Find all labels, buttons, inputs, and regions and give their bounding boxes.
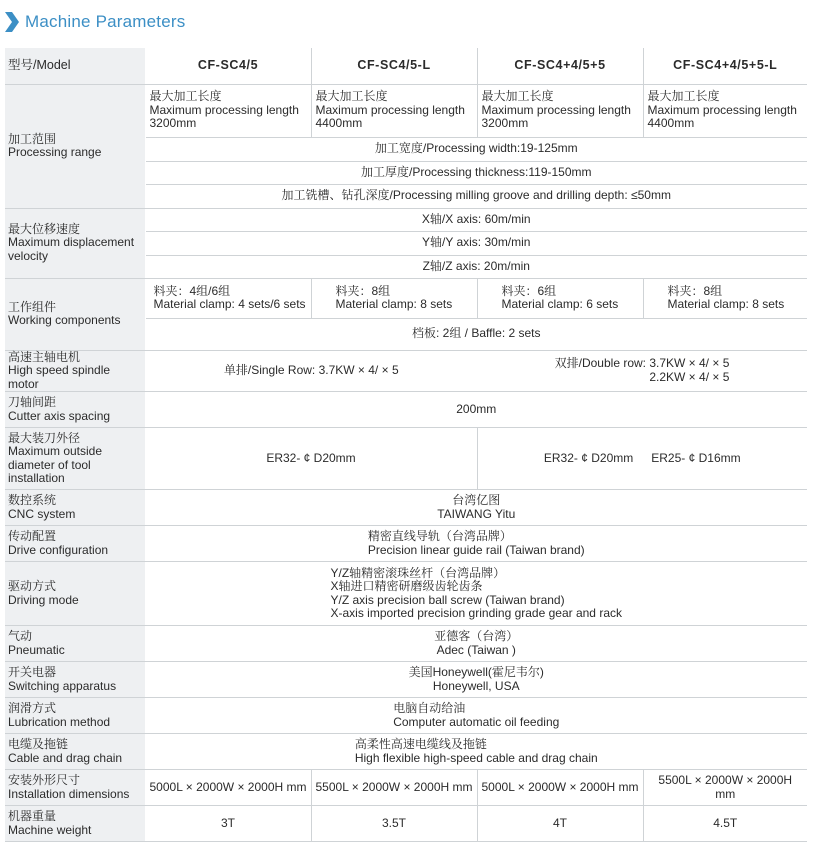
processing-length-cell: 最大加工长度 Maximum processing length 4400mm [643,84,807,137]
tool-diameter-label: 最大装刀外径 Maximum outside diameter of tool installation [5,428,145,490]
material-clamp-cell: 料夹：8组 Material clamp: 8 sets [643,278,807,318]
cable-label: 电缆及拖链 Cable and drag chain [5,734,145,770]
spindle-motor-label: 高速主轴电机 High speed spindle motor [5,350,145,392]
weight-value: 4T [477,806,643,842]
processing-width-value: 加工宽度/Processing width:19-125mm [145,137,807,161]
dimensions-label: 安装外形尺寸 Installation dimensions [5,770,145,806]
model-name: CF-SC4+4/5+5 [477,48,643,84]
processing-length-row [5,84,807,137]
cnc-value: 台湾亿图 TAIWANG Yitu [145,490,807,526]
weight-label: 机器重量 Machine weight [5,806,145,842]
drive-config-label: 传动配置 Drive configuration [5,526,145,562]
model-label: 型号/Model [5,48,145,84]
x-axis-velocity: X轴/X axis: 60m/min [145,208,807,231]
model-name: CF-SC4/5-L [311,48,477,84]
section-header [0,0,822,46]
dimension-value: 5500L × 2000W × 2000H mm [643,770,807,806]
material-clamp-cell: 料夹：4组/6组 Material clamp: 4 sets/6 sets [145,278,311,318]
weight-value: 4.5T [643,806,807,842]
material-clamp-cell: 料夹：6组 Material clamp: 6 sets [477,278,643,318]
z-axis-velocity: Z轴/Z axis: 20m/min [145,255,807,278]
drive-config-value: 精密直线导轨（台湾品牌） Precision linear guide rail (Taiwan brand) [145,526,807,562]
chevron-right-icon [5,12,19,32]
processing-length-cell: 最大加工长度 Maximum processing length 4400mm [311,84,477,137]
processing-thickness-value: 加工厚度/Processing thickness:119-150mm [145,161,807,184]
tool-diameter-left: ER32- ¢ D20mm [145,428,477,490]
processing-length-cell: 最大加工长度 Maximum processing length 3200mm [477,84,643,137]
switching-value: 美国Honeywell(霍尼韦尔) Honeywell, USA [145,662,807,698]
cutter-spacing-label: 刀轴间距 Cutter axis spacing [5,392,145,428]
weight-value: 3T [145,806,311,842]
cable-value: 高柔性高速电缆线及拖链 High flexible high-speed cable and drag chain [145,734,807,770]
model-header-row [5,48,807,84]
working-components-label: 工作组件 Working components [5,278,145,350]
section-title: Machine Parameters [25,12,186,31]
processing-length-cell: 最大加工长度 Maximum processing length 3200mm [145,84,311,137]
dimension-value: 5500L × 2000W × 2000H mm [311,770,477,806]
pneumatic-label: 气动 Pneumatic [5,626,145,662]
double-row-spindle: 双排/Double row: 3.7KW × 4/ × 5 2.2KW × 4/ × 5 [477,350,807,392]
velocity-label: 最大位移速度 Maximum displacement velocity [5,208,145,278]
single-row-spindle: 单排/Single Row: 3.7KW × 4/ × 5 [145,350,477,392]
cutter-spacing-value: 200mm [145,392,807,428]
processing-range-label: 加工范围 Processing range [5,84,145,208]
switching-label: 开关电器 Switching apparatus [5,662,145,698]
lubrication-label: 润滑方式 Lubrication method [5,698,145,734]
driving-mode-label: 驱动方式 Driving mode [5,562,145,626]
dimension-value: 5000L × 2000W × 2000H mm [477,770,643,806]
pneumatic-value: 亚德客（台湾） Adec (Taiwan ) [145,626,807,662]
weight-value: 3.5T [311,806,477,842]
lubrication-value: 电脑自动给油 Computer automatic oil feeding [145,698,807,734]
y-axis-velocity: Y轴/Y axis: 30m/min [145,231,807,255]
driving-mode-value: Y/Z轴精密滚珠丝杆（台湾品牌） X轴进口精密研磨级齿轮齿条 Y/Z axis precision ball screw (Taiwan brand) X-axis imported precision grinding grade gear and rack [145,562,807,626]
processing-depth-value: 加工铣槽、钻孔深度/Processing milling groove and drilling depth: ≤50mm [145,184,807,208]
baffle-value: 档板: 2组 / Baffle: 2 sets [145,318,807,350]
machine-parameters-table [5,48,807,842]
model-name: CF-SC4/5 [145,48,311,84]
material-clamp-cell: 料夹：8组 Material clamp: 8 sets [311,278,477,318]
dimension-value: 5000L × 2000W × 2000H mm [145,770,311,806]
model-name: CF-SC4+4/5+5-L [643,48,807,84]
cnc-label: 数控系统 CNC system [5,490,145,526]
tool-diameter-right: ER32- ¢ D20mm ER25- ¢ D16mm [477,428,807,490]
